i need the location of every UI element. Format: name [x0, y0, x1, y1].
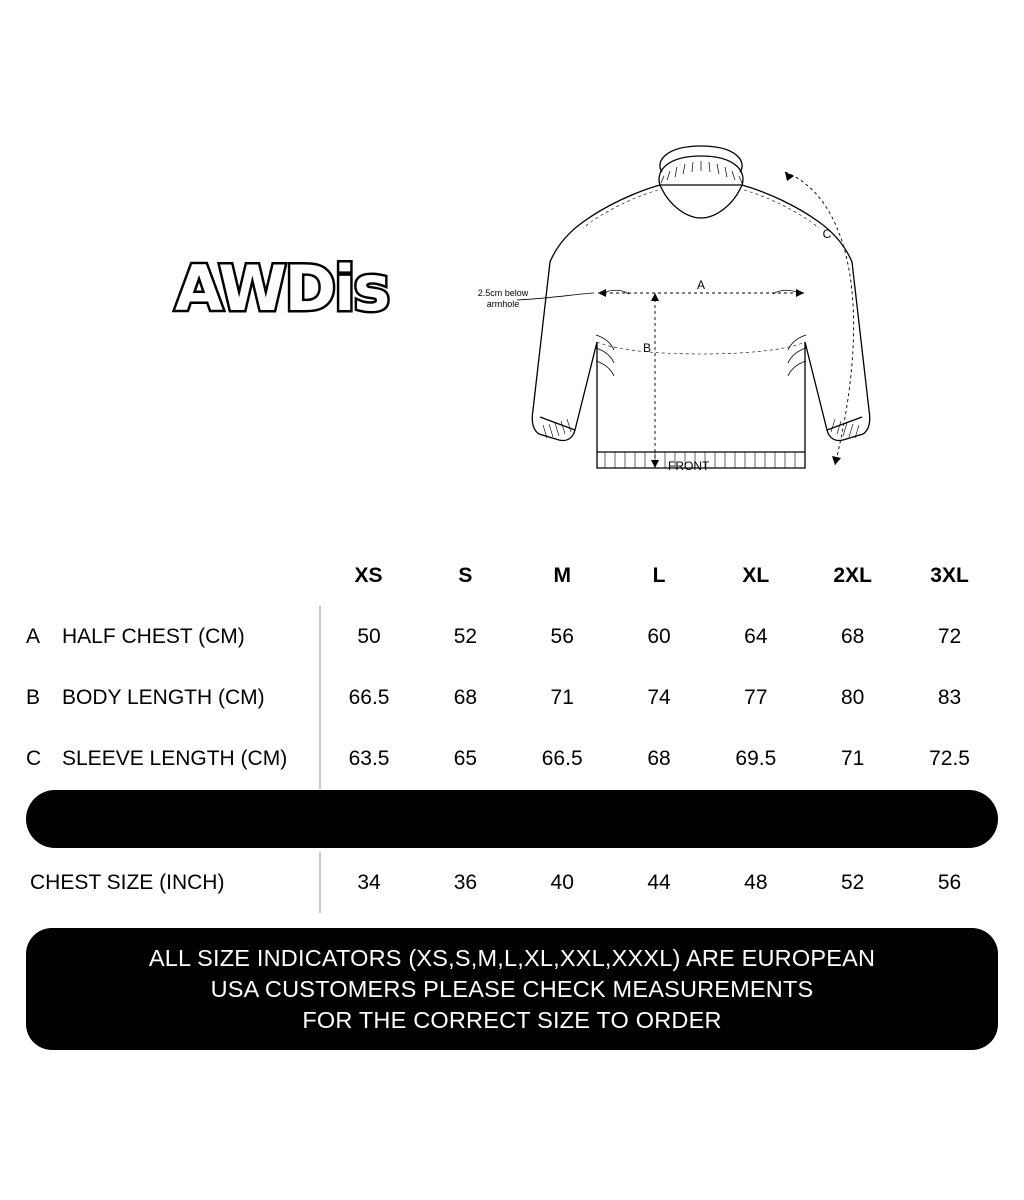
header-size-l: L [652, 564, 666, 587]
size-table [26, 546, 998, 789]
row-letter-c: C [26, 746, 42, 770]
cell-inch-xl: 48 [744, 870, 768, 894]
notice-line-3: FOR THE CORRECT SIZE TO ORDER [302, 1006, 722, 1033]
header-size-m: M [553, 564, 571, 587]
chest-inch-table [26, 852, 998, 913]
dimension-label-c: C [822, 227, 832, 241]
cell-a-s: 52 [453, 624, 478, 648]
cell-inch-l: 44 [647, 870, 671, 894]
cell-c-xl: 69.5 [735, 746, 777, 770]
cell-b-3xl: 83 [937, 685, 962, 709]
cell-c-xs: 63.5 [320, 728, 417, 789]
table-row [26, 667, 998, 728]
cell-b-2xl: 80 [841, 685, 865, 709]
header-size-s: S [458, 564, 473, 587]
cell-inch-3xl: 56 [937, 870, 962, 894]
cell-inch-s: 36 [453, 870, 478, 894]
brand-logo [175, 252, 389, 325]
header-illustration-area [0, 0, 1024, 530]
cell-a-l: 60 [647, 624, 671, 648]
brand-name-lower: is [334, 252, 389, 325]
row-text-a: HALF CHEST (CM) [62, 624, 245, 648]
brand-name-upper: AWD [175, 252, 335, 325]
notice-line-2: USA CUSTOMERS PLEASE CHECK MEASUREMENTS [210, 975, 814, 1002]
cell-b-l: 74 [647, 685, 671, 709]
divider-bar [26, 790, 998, 848]
header-size-2xl: 2XL [833, 564, 872, 587]
table-row [26, 852, 998, 913]
table-header-row [26, 546, 998, 606]
cell-a-m: 56 [550, 624, 574, 648]
table-row [26, 728, 998, 789]
row-text-c: SLEEVE LENGTH (CM) [62, 746, 288, 770]
row-label-half-chest [26, 606, 320, 667]
row-letter-b: B [26, 685, 41, 709]
row-label-sleeve-length [26, 728, 320, 789]
inch-table-container [26, 852, 998, 913]
sweatshirt-diagram [455, 110, 1015, 500]
table-row [26, 606, 998, 667]
row-label-chest-inch: CHEST SIZE (INCH) [30, 870, 225, 894]
front-label: FRONT [668, 459, 710, 473]
header-size-xs: XS [354, 564, 383, 587]
size-table-container [26, 546, 998, 789]
header-corner [26, 546, 320, 606]
cell-b-xs: 66.5 [320, 667, 417, 728]
cell-inch-2xl: 52 [841, 870, 865, 894]
cell-b-m: 71 [550, 685, 574, 709]
cell-inch-xs: 34 [320, 852, 417, 913]
cell-a-3xl: 72 [937, 624, 962, 648]
cell-a-2xl: 68 [841, 624, 865, 648]
cell-c-m: 66.5 [541, 746, 583, 770]
notice-line-1: ALL SIZE INDICATORS (XS,S,M,L,XL,XXL,XXXL) ARE EUROPEAN [148, 944, 876, 971]
row-letter-a: A [26, 624, 41, 648]
cell-b-s: 68 [453, 685, 478, 709]
header-size-3xl: 3XL [930, 564, 969, 587]
armhole-note: 2.5cm below armhole [477, 288, 529, 309]
cell-a-xl: 64 [744, 624, 768, 648]
dimension-label-a: A [696, 278, 706, 292]
cell-c-2xl: 71 [841, 746, 865, 770]
cell-b-xl: 77 [744, 685, 768, 709]
cell-c-3xl: 72.5 [929, 746, 970, 770]
row-text-b: BODY LENGTH (CM) [62, 685, 265, 709]
dimension-label-b: B [642, 341, 651, 355]
sizing-notice [26, 928, 998, 1050]
cell-inch-m: 40 [550, 870, 574, 894]
row-label-body-length [26, 667, 320, 728]
header-size-xl: XL [742, 564, 770, 587]
cell-c-l: 68 [647, 746, 671, 770]
cell-c-s: 65 [453, 746, 478, 770]
cell-a-xs: 50 [320, 606, 417, 667]
